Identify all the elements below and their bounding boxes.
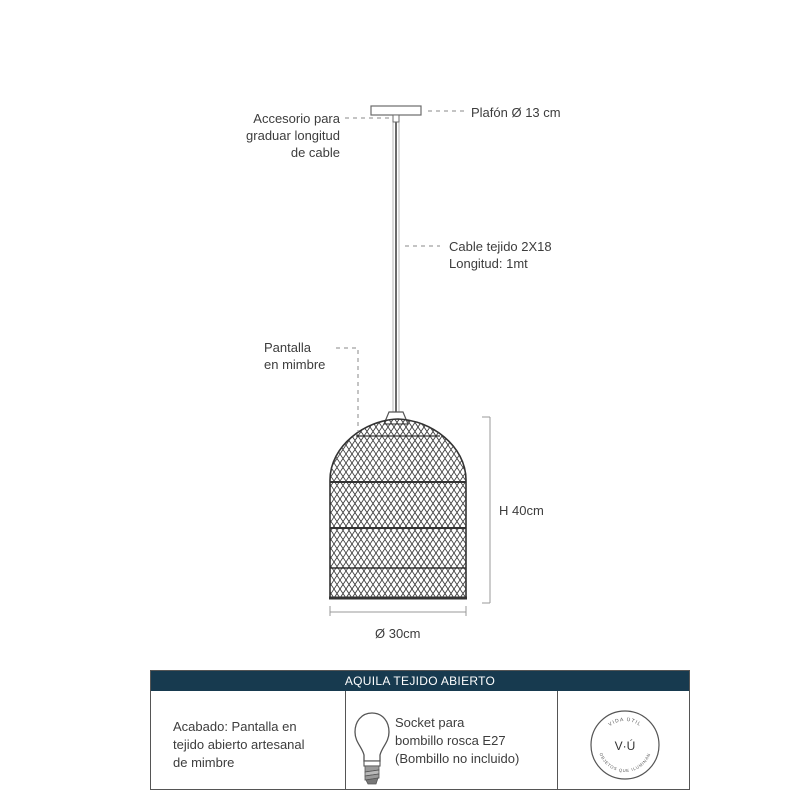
brand-logo xyxy=(589,709,661,781)
svg-text:V·Ú: V·Ú xyxy=(614,739,636,753)
spec-row xyxy=(151,691,689,789)
socket-cap xyxy=(384,412,408,424)
spec-table-title: AQUILA TEJIDO ABIERTO xyxy=(151,671,689,691)
socket-cell xyxy=(345,691,558,789)
light-bulb-icon xyxy=(353,709,391,795)
accessory-label: Accesorio para graduar longitud de cable xyxy=(246,111,340,160)
svg-text:OBJETOS QUE ILUMINAN: OBJETOS QUE ILUMINAN xyxy=(598,752,652,774)
ceiling-plate xyxy=(371,106,421,115)
brand-cell xyxy=(557,691,689,789)
spec-table xyxy=(150,670,690,790)
ceiling-plate-label: Plafón Ø 13 cm xyxy=(471,105,561,120)
diameter-label: Ø 30cm xyxy=(375,626,421,641)
wicker-shade xyxy=(300,0,500,660)
finish-cell xyxy=(151,691,346,789)
cable-adjuster xyxy=(393,115,399,122)
leader-lines xyxy=(336,111,466,432)
finish-text: Acabado: Pantalla en tejido abierto artesanal de mimbre xyxy=(173,719,305,770)
shade-label: Pantalla en mimbre xyxy=(264,340,326,372)
svg-text:VIDA ÚTIL: VIDA ÚTIL xyxy=(607,716,643,728)
height-label: H 40cm xyxy=(499,503,544,518)
cable-label: Cable tejido 2X18 Longitud: 1mt xyxy=(449,239,552,271)
socket-text: Socket para bombillo rosca E27 (Bombillo no incluido) xyxy=(395,715,520,766)
